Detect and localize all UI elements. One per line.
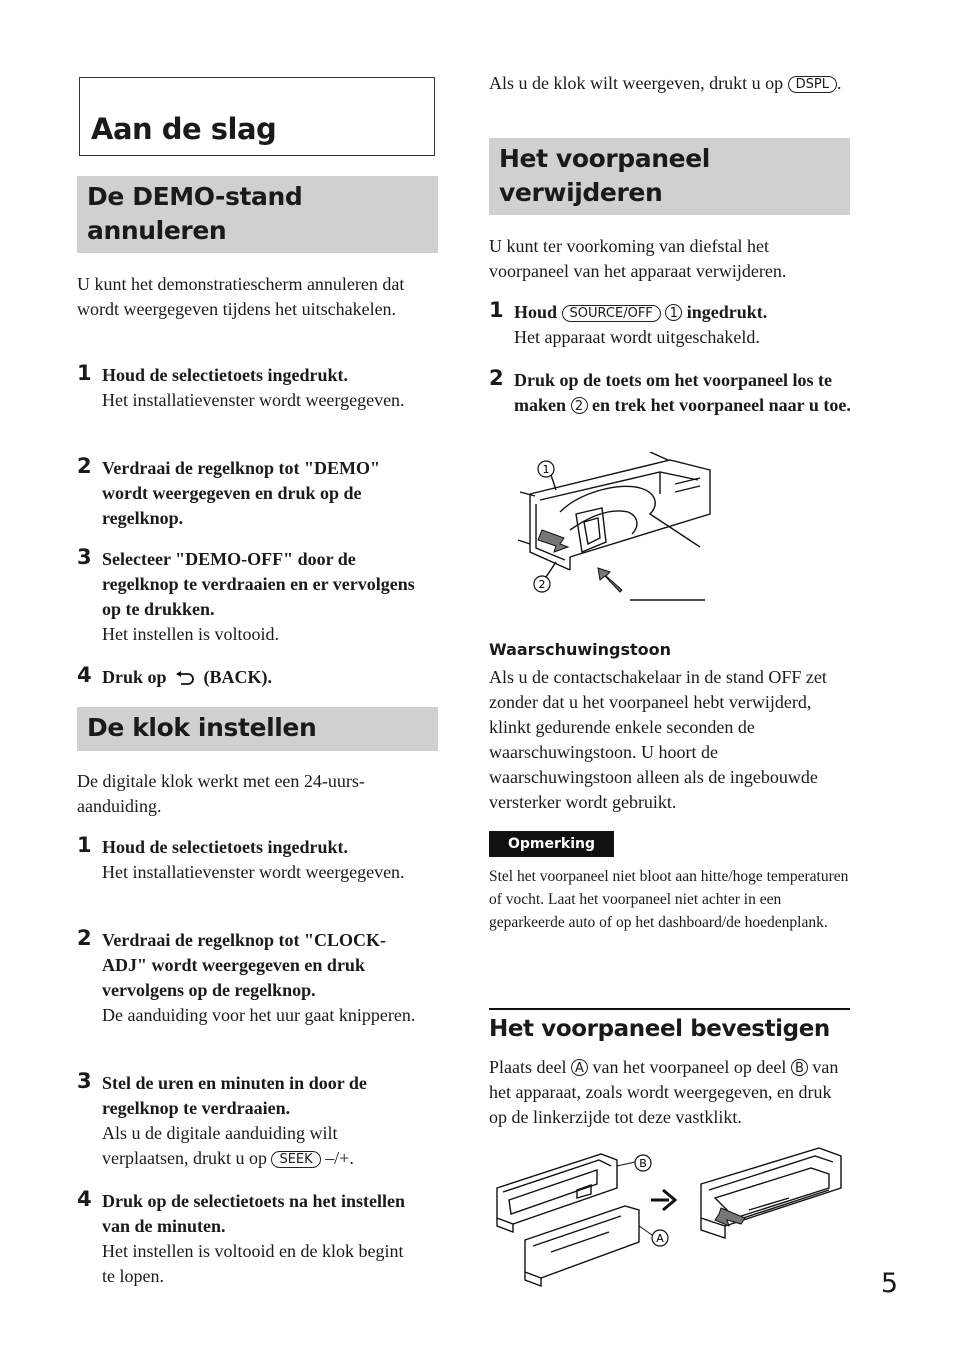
- seek-key: SEEK: [271, 1151, 320, 1168]
- figure-marker-2: 2: [538, 578, 546, 591]
- marker-2: 2: [571, 397, 588, 414]
- clock-intro: De digitale klok werkt met een 24-uurs-aanduiding.: [77, 771, 365, 816]
- detach-heading: Het voorpaneel verwijderen: [489, 138, 850, 215]
- demo-step-1: [77, 363, 417, 413]
- step-result-post: –/+.: [325, 1148, 354, 1168]
- step-number: 4: [77, 663, 92, 687]
- step-number: 2: [77, 454, 92, 478]
- attach-text-mid: van het voorpaneel op deel: [592, 1057, 787, 1077]
- attach-heading: Het voorpaneel bevestigen: [489, 1008, 850, 1042]
- demo-step-2: [77, 456, 417, 531]
- note-label: Opmerking: [489, 831, 614, 857]
- step-result: Het apparaat wordt uitgeschakeld.: [514, 327, 760, 347]
- back-arrow-icon: [175, 671, 195, 685]
- dspl-key: DSPL: [788, 76, 837, 93]
- clock-step-1: [77, 835, 417, 885]
- step-result-pre: Als u de digitale aanduiding wilt verplaatsen, drukt u op: [102, 1123, 338, 1168]
- warning-text: Als u de contactschakelaar in de stand OFF zet zonder dat u het voorpaneel hebt verwijderd, klinkt gedurende enkele seconden de waarschuwingstoon. U hoort de waarschuwingstoon alleen als de ingebouwde versterker wordt gebruikt.: [489, 667, 827, 812]
- step-instruction: Verdraai de regelknop tot "CLOCK-ADJ" wordt weergegeven en druk vervolgens op de regelknop.: [102, 930, 386, 1000]
- detach-step-2: [489, 368, 851, 418]
- attach-text-pre: Plaats deel: [489, 1057, 567, 1077]
- detach-intro: U kunt ter voorkoming van diefstal het voorpaneel van het apparaat verwijderen.: [489, 236, 787, 281]
- attach-illustration: [489, 1140, 854, 1290]
- step-instruction-pre: Houd: [514, 302, 558, 322]
- demo-intro: U kunt het demonstratiescherm annuleren dat wordt weergegeven tijdens het uitschakelen.: [77, 274, 405, 319]
- step-number: 3: [77, 1069, 92, 1093]
- clock-step-4: [77, 1189, 417, 1289]
- marker-1: 1: [665, 304, 682, 321]
- step-number: 1: [77, 833, 92, 857]
- detach-step-1: [489, 300, 851, 350]
- step-instruction: Verdraai de regelknop tot "DEMO" wordt weergegeven en druk op de regelknop.: [102, 458, 380, 528]
- figure-marker-a: A: [656, 1232, 664, 1245]
- display-text-pre: Als u de klok wilt weergeven, drukt u op: [489, 73, 784, 93]
- step-result: Het installatievenster wordt weergegeven.: [102, 390, 405, 410]
- detach-illustration: [510, 452, 725, 607]
- warning-title: Waarschuwingstoon: [489, 640, 672, 659]
- attach-text-post: van het apparaat, zoals wordt weergegeven, en druk op de linkerzijde tot deze vastklikt.: [489, 1057, 839, 1127]
- step-instruction: Houd de selectietoets ingedrukt.: [102, 365, 348, 385]
- chapter-title: Aan de slag: [91, 112, 277, 146]
- step-result: Het instellen is voltooid.: [102, 624, 279, 644]
- note-text: Stel het voorpaneel niet bloot aan hitte/hoge temperaturen of vocht. Laat het voorpaneel niet achter in een geparkeerde auto of op het dashboard/de hoedenplank.: [489, 868, 849, 931]
- step-instruction: Houd de selectietoets ingedrukt.: [102, 837, 348, 857]
- step-instruction-pre: Druk op de toets om het voorpaneel los te maken: [514, 370, 832, 415]
- step-result: Het instellen is voltooid en de klok begint te lopen.: [102, 1241, 404, 1286]
- display-text: [489, 71, 851, 96]
- step-number: 1: [77, 361, 92, 385]
- marker-a: A: [571, 1059, 588, 1076]
- step-result: Het installatievenster wordt weergegeven.: [102, 862, 405, 882]
- step-instruction-post: en trek het voorpaneel naar u toe.: [592, 395, 851, 415]
- clock-heading: De klok instellen: [77, 707, 438, 751]
- demo-step-4: [77, 665, 417, 690]
- step-instruction: Selecteer "DEMO-OFF" door de regelknop te verdraaien en er vervolgens op te drukken.: [102, 549, 415, 619]
- figure-marker-b: B: [639, 1157, 647, 1170]
- source-off-key: SOURCE/OFF: [562, 305, 661, 322]
- figure-marker-1: 1: [542, 463, 550, 476]
- page-number: 5: [880, 1268, 898, 1299]
- step-instruction: Druk op de selectietoets na het instellen van de minuten.: [102, 1191, 405, 1236]
- clock-step-2: [77, 928, 417, 1028]
- step-result: De aanduiding voor het uur gaat knipperen.: [102, 1005, 416, 1025]
- display-text-post: .: [836, 73, 842, 93]
- step-number: 3: [77, 545, 92, 569]
- attach-text: [489, 1055, 851, 1130]
- step-number: 2: [489, 366, 504, 390]
- clock-step-3: [77, 1071, 417, 1171]
- step-instruction-pre: Druk op: [102, 667, 167, 687]
- step-number: 4: [77, 1187, 92, 1211]
- step-instruction-post: (BACK).: [203, 667, 273, 687]
- demo-heading: De DEMO-stand annuleren: [77, 176, 438, 253]
- step-number: 2: [77, 926, 92, 950]
- chapter-title-box: [79, 77, 435, 156]
- demo-step-3: [77, 547, 417, 647]
- step-number: 1: [489, 298, 504, 322]
- step-instruction-post: ingedrukt.: [686, 302, 768, 322]
- step-instruction: Stel de uren en minuten in door de regelknop te verdraaien.: [102, 1073, 367, 1118]
- marker-b: B: [791, 1059, 808, 1076]
